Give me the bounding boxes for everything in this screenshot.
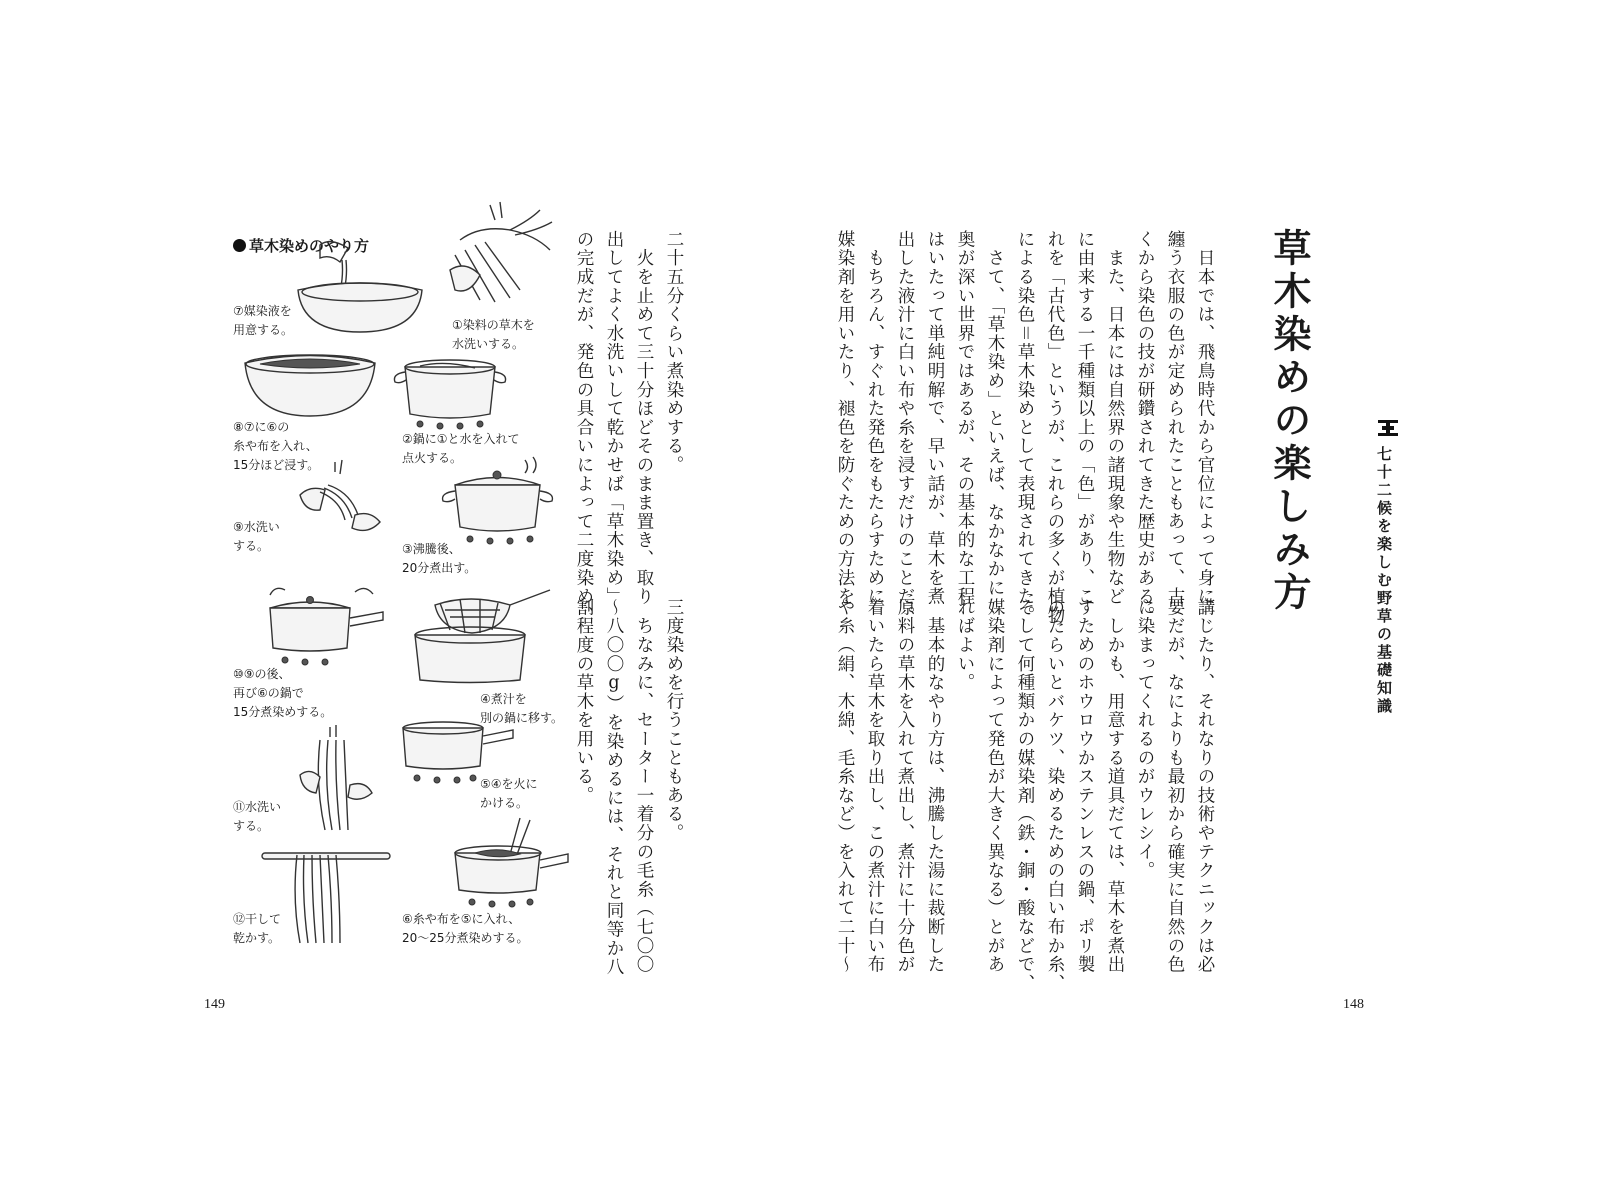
text-line: 纏う衣服の色が定められたこともあって、古 bbox=[1165, 230, 1185, 606]
step-9-line: する。 bbox=[233, 539, 270, 553]
illustration-step-1 bbox=[440, 200, 560, 314]
text-line: 出してよく水洗いして乾かせば「草木染め」 bbox=[604, 230, 624, 606]
text-line: 講じたり、それなりの技術やテクニックは必 bbox=[1195, 598, 1215, 974]
step-3-label bbox=[402, 540, 476, 578]
page-number-right: 148 bbox=[1343, 997, 1364, 1012]
step-2-line: ②鍋に①と水を入れて bbox=[402, 432, 520, 446]
illustration-step-6 bbox=[450, 818, 570, 912]
procedure-heading-text: 草木染めのやり方 bbox=[249, 237, 370, 255]
illustration-step-12 bbox=[262, 845, 392, 949]
right-page-text-top bbox=[830, 230, 1220, 625]
page-number-left: 149 bbox=[204, 997, 225, 1012]
illustration-step-11 bbox=[290, 725, 380, 839]
text-line: そして何種類かの媒染剤（鉄・銅・酸などで、 bbox=[1015, 598, 1035, 993]
step-8-line: ⑧⑦に⑥の bbox=[233, 420, 290, 434]
text-line: 火を止めて三十分ほどそのまま置き、取り bbox=[634, 230, 654, 606]
text-line: しかも、用意する道具だては、草木を煮出 bbox=[1105, 598, 1125, 974]
illustration-step-7 bbox=[290, 240, 430, 339]
chapter-title: 草木染めの楽しみ方 bbox=[1267, 228, 1312, 615]
step-10-line: 15分煮染めする。 bbox=[233, 705, 333, 719]
text-line: 割程度の草木を用いる。 bbox=[574, 598, 594, 805]
series-title: 七十二候を楽しむ野草の基礎知識 bbox=[1375, 446, 1393, 716]
step-3-line: 20分煮出す。 bbox=[402, 561, 477, 575]
text-line: 三度染めを行うこともある。 bbox=[664, 598, 684, 843]
step-7-label bbox=[233, 302, 293, 340]
text-line: 基本的なやり方は、沸騰した湯に裁断した bbox=[925, 598, 945, 974]
illustration-step-8 bbox=[240, 348, 380, 422]
illustration-step-10 bbox=[255, 580, 385, 669]
step-12-line: 乾かす。 bbox=[233, 931, 281, 945]
text-line: れを「古代色」というが、これらの多くが植物 bbox=[1045, 230, 1065, 625]
step-12-line: ⑫干して bbox=[233, 912, 282, 926]
step-10-label bbox=[233, 665, 332, 722]
text-line: 要だが、なによりも最初から確実に自然の色 bbox=[1165, 598, 1185, 974]
step-4-line: 別の鍋に移す。 bbox=[480, 711, 564, 725]
step-5-line: かける。 bbox=[480, 796, 529, 810]
text-line: ればよい。 bbox=[955, 598, 975, 692]
step-5-label bbox=[480, 775, 538, 813]
text-line: に由来する一千種類以上の「色」があり、こ bbox=[1075, 230, 1095, 606]
text-line: による染色＝草木染めとして表現されてきた。 bbox=[1015, 230, 1035, 625]
text-line: の完成だが、発色の具合いによって二度染め、 bbox=[574, 230, 594, 625]
step-11-label bbox=[233, 798, 281, 836]
text-line: さて、「草木染め」といえば、なかなかに bbox=[985, 230, 1005, 598]
step-10-line: 再び⑥の鍋で bbox=[233, 686, 304, 700]
illustration-step-9 bbox=[290, 460, 390, 549]
step-7-line: ⑦媒染液を bbox=[233, 304, 292, 318]
step-6-label bbox=[402, 910, 529, 948]
step-6-line: ⑥糸や布を⑤に入れ、 bbox=[402, 912, 521, 926]
text-line: すためのホウロウかステンレスの鍋、ポリ製 bbox=[1075, 598, 1095, 974]
text-line: 二十五分くらい煮染めする。 bbox=[664, 230, 684, 475]
text-line: ～八〇〇g）を染めるには、それと同等か八 bbox=[604, 598, 624, 977]
text-line: や糸（絹、木綿、毛糸など）を入れて二十～ bbox=[835, 598, 855, 974]
text-line: 原料の草木を入れて煮出し、煮汁に十分色が bbox=[895, 598, 915, 974]
step-2-line: 点火する。 bbox=[402, 451, 463, 465]
illustration-step-2 bbox=[390, 352, 510, 436]
step-5-line: ⑤④を火に bbox=[480, 777, 538, 791]
step-1-label bbox=[452, 316, 535, 354]
text-line: 媒染剤を用いたり、褪色を防ぐための方法を bbox=[835, 230, 855, 606]
step-3-line: ③沸騰後、 bbox=[402, 542, 461, 556]
text-line: もちろん、すぐれた発色をもたらすために bbox=[865, 230, 885, 606]
step-8-line: 糸や布を入れ、 bbox=[233, 439, 318, 453]
step-9-label bbox=[233, 518, 280, 556]
text-line: 媒染剤によって発色が大きく異なる）とがあ bbox=[985, 598, 1005, 974]
text-line: くから染色の技が研鑽されてきた歴史がある。 bbox=[1135, 230, 1155, 625]
text-line: に染まってくれるのがウレシイ。 bbox=[1135, 598, 1155, 880]
text-line: 着いたら草木を取り出し、この煮汁に白い布 bbox=[865, 598, 885, 974]
step-7-line: 用意する。 bbox=[233, 323, 294, 337]
illustration-step-3 bbox=[435, 455, 560, 549]
step-11-line: する。 bbox=[233, 819, 270, 833]
text-line: 出した液汁に白い布や糸を浸すだけのことだ。 bbox=[895, 230, 915, 625]
text-line: 奥が深い世界ではあるが、その基本的な工程 bbox=[955, 230, 975, 606]
illustration-step-4 bbox=[410, 585, 555, 689]
left-page-text-bottom bbox=[567, 598, 689, 977]
step-10-line: ⑩⑨の後、 bbox=[233, 667, 291, 681]
step-6-line: 20～25分煮染めする。 bbox=[402, 931, 529, 945]
step-9-line: ⑨水洗い bbox=[233, 520, 280, 534]
step-4-line: ④煮汁を bbox=[480, 692, 527, 706]
text-line: ちなみに、セーター一着分の毛糸（七〇〇 bbox=[634, 598, 654, 974]
step-8-line: 15分ほど浸す。 bbox=[233, 458, 320, 472]
left-page-text-top bbox=[567, 230, 689, 625]
bullet-icon bbox=[233, 239, 246, 252]
step-1-line: ①染料の草木を bbox=[452, 318, 535, 332]
text-line: はいたって単純明解で、早い話が、草木を煮 bbox=[925, 230, 945, 606]
series-emblem-icon bbox=[1377, 417, 1399, 439]
text-line: また、日本には自然界の諸現象や生物など bbox=[1105, 230, 1125, 606]
text-line: 日本では、飛鳥時代から官位によって身に bbox=[1195, 230, 1215, 606]
right-page-text-bottom bbox=[830, 598, 1220, 993]
step-1-line: 水洗いする。 bbox=[452, 337, 525, 351]
step-11-line: ⑪水洗い bbox=[233, 800, 282, 814]
step-12-label bbox=[233, 910, 281, 948]
text-line: のたらいとバケツ、染めるための白い布か糸、 bbox=[1045, 598, 1065, 993]
